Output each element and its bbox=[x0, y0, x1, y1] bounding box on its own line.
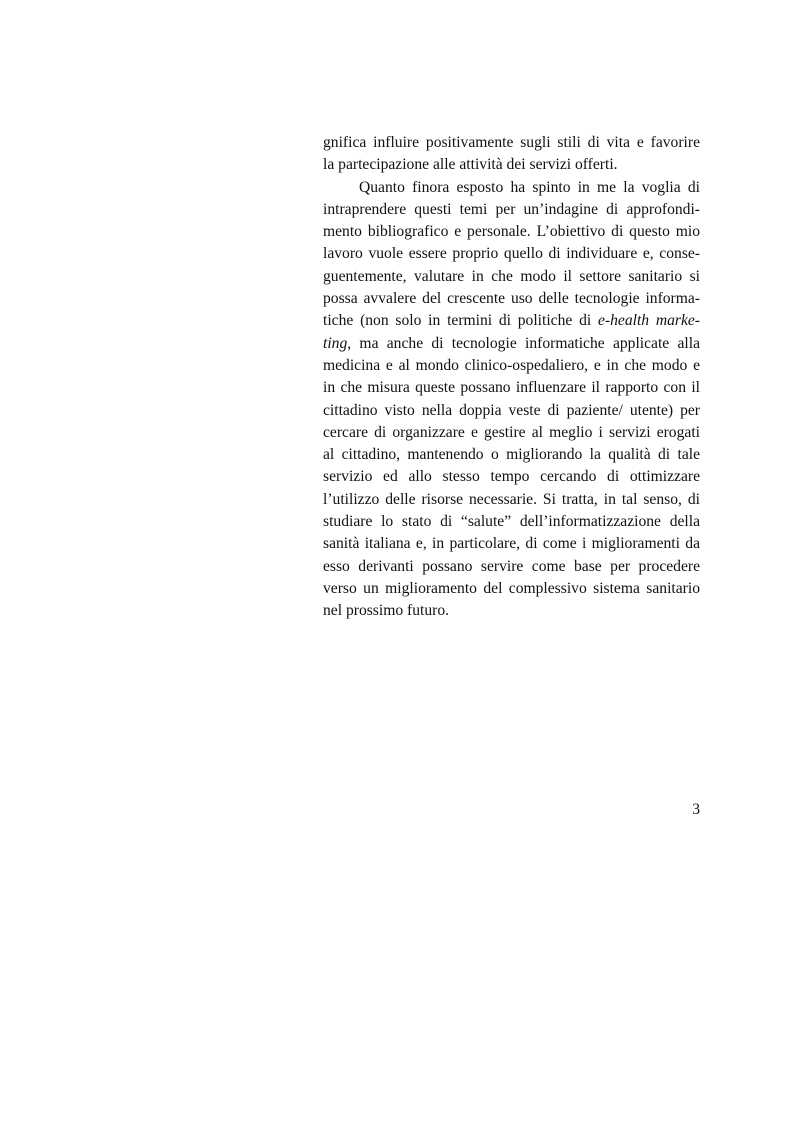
body-text bbox=[323, 132, 700, 623]
text-line: gnifica influire positivamente sugli stili di vita e favorire bbox=[323, 134, 700, 151]
page-number: 3 bbox=[692, 801, 700, 818]
text-line: al cittadino, mantenendo o migliorando la qualità di tale bbox=[323, 446, 700, 464]
text-line: lavoro vuole essere proprio quello di individuare e, conse- bbox=[323, 245, 700, 263]
paragraph-first-line: Quanto finora esposto ha spinto in me la voglia di bbox=[359, 178, 700, 196]
text-line: in che misura queste possano influenzare il rapporto con il bbox=[323, 379, 700, 397]
text-line: cittadino visto nella doppia veste di paziente/ utente) per bbox=[323, 401, 700, 419]
text-line: servizio ed allo stesso tempo cercando di ottimizzare bbox=[323, 468, 700, 486]
text-line: intraprendere questi temi per un’indagine di approfondi- bbox=[323, 200, 700, 218]
text-line: mento bibliografico e personale. L’obiettivo di questo mio bbox=[323, 223, 700, 241]
text-line: possa avvalere del crescente uso delle tecnologie informa- bbox=[323, 290, 700, 308]
text-line bbox=[323, 310, 700, 332]
text-line: la partecipazione alle attività dei servizi offerti. bbox=[323, 156, 618, 174]
text-line: sanità italiana e, in particolare, di come i miglioramenti da bbox=[323, 535, 700, 553]
italic-term: ting bbox=[323, 334, 348, 352]
text-line: studiare lo stato di “salute” dell’informatizzazione della bbox=[323, 513, 700, 531]
text-segment: tiche (non solo in termini di politiche di bbox=[323, 312, 598, 330]
text-line: verso un miglioramento del complessivo sistema sanitario bbox=[323, 579, 700, 597]
italic-term: e-health marke- bbox=[597, 312, 701, 330]
text-line: cercare di organizzare e gestire al meglio i servizi erogati bbox=[323, 423, 700, 441]
text-line: medicina e al mondo clinico-ospedaliero, e in che modo e bbox=[323, 356, 700, 374]
text-line bbox=[323, 333, 700, 355]
text-segment: , ma anche di tecnologie informatiche applicate alla bbox=[347, 334, 700, 352]
text-line: esso derivanti possano servire come base per procedere bbox=[323, 557, 700, 575]
text-line: guentemente, valutare in che modo il settore sanitario si bbox=[323, 267, 700, 285]
text-line: l’utilizzo delle risorse necessarie. Si tratta, in tal senso, di bbox=[323, 490, 700, 508]
text-line: nel prossimo futuro. bbox=[323, 602, 450, 620]
